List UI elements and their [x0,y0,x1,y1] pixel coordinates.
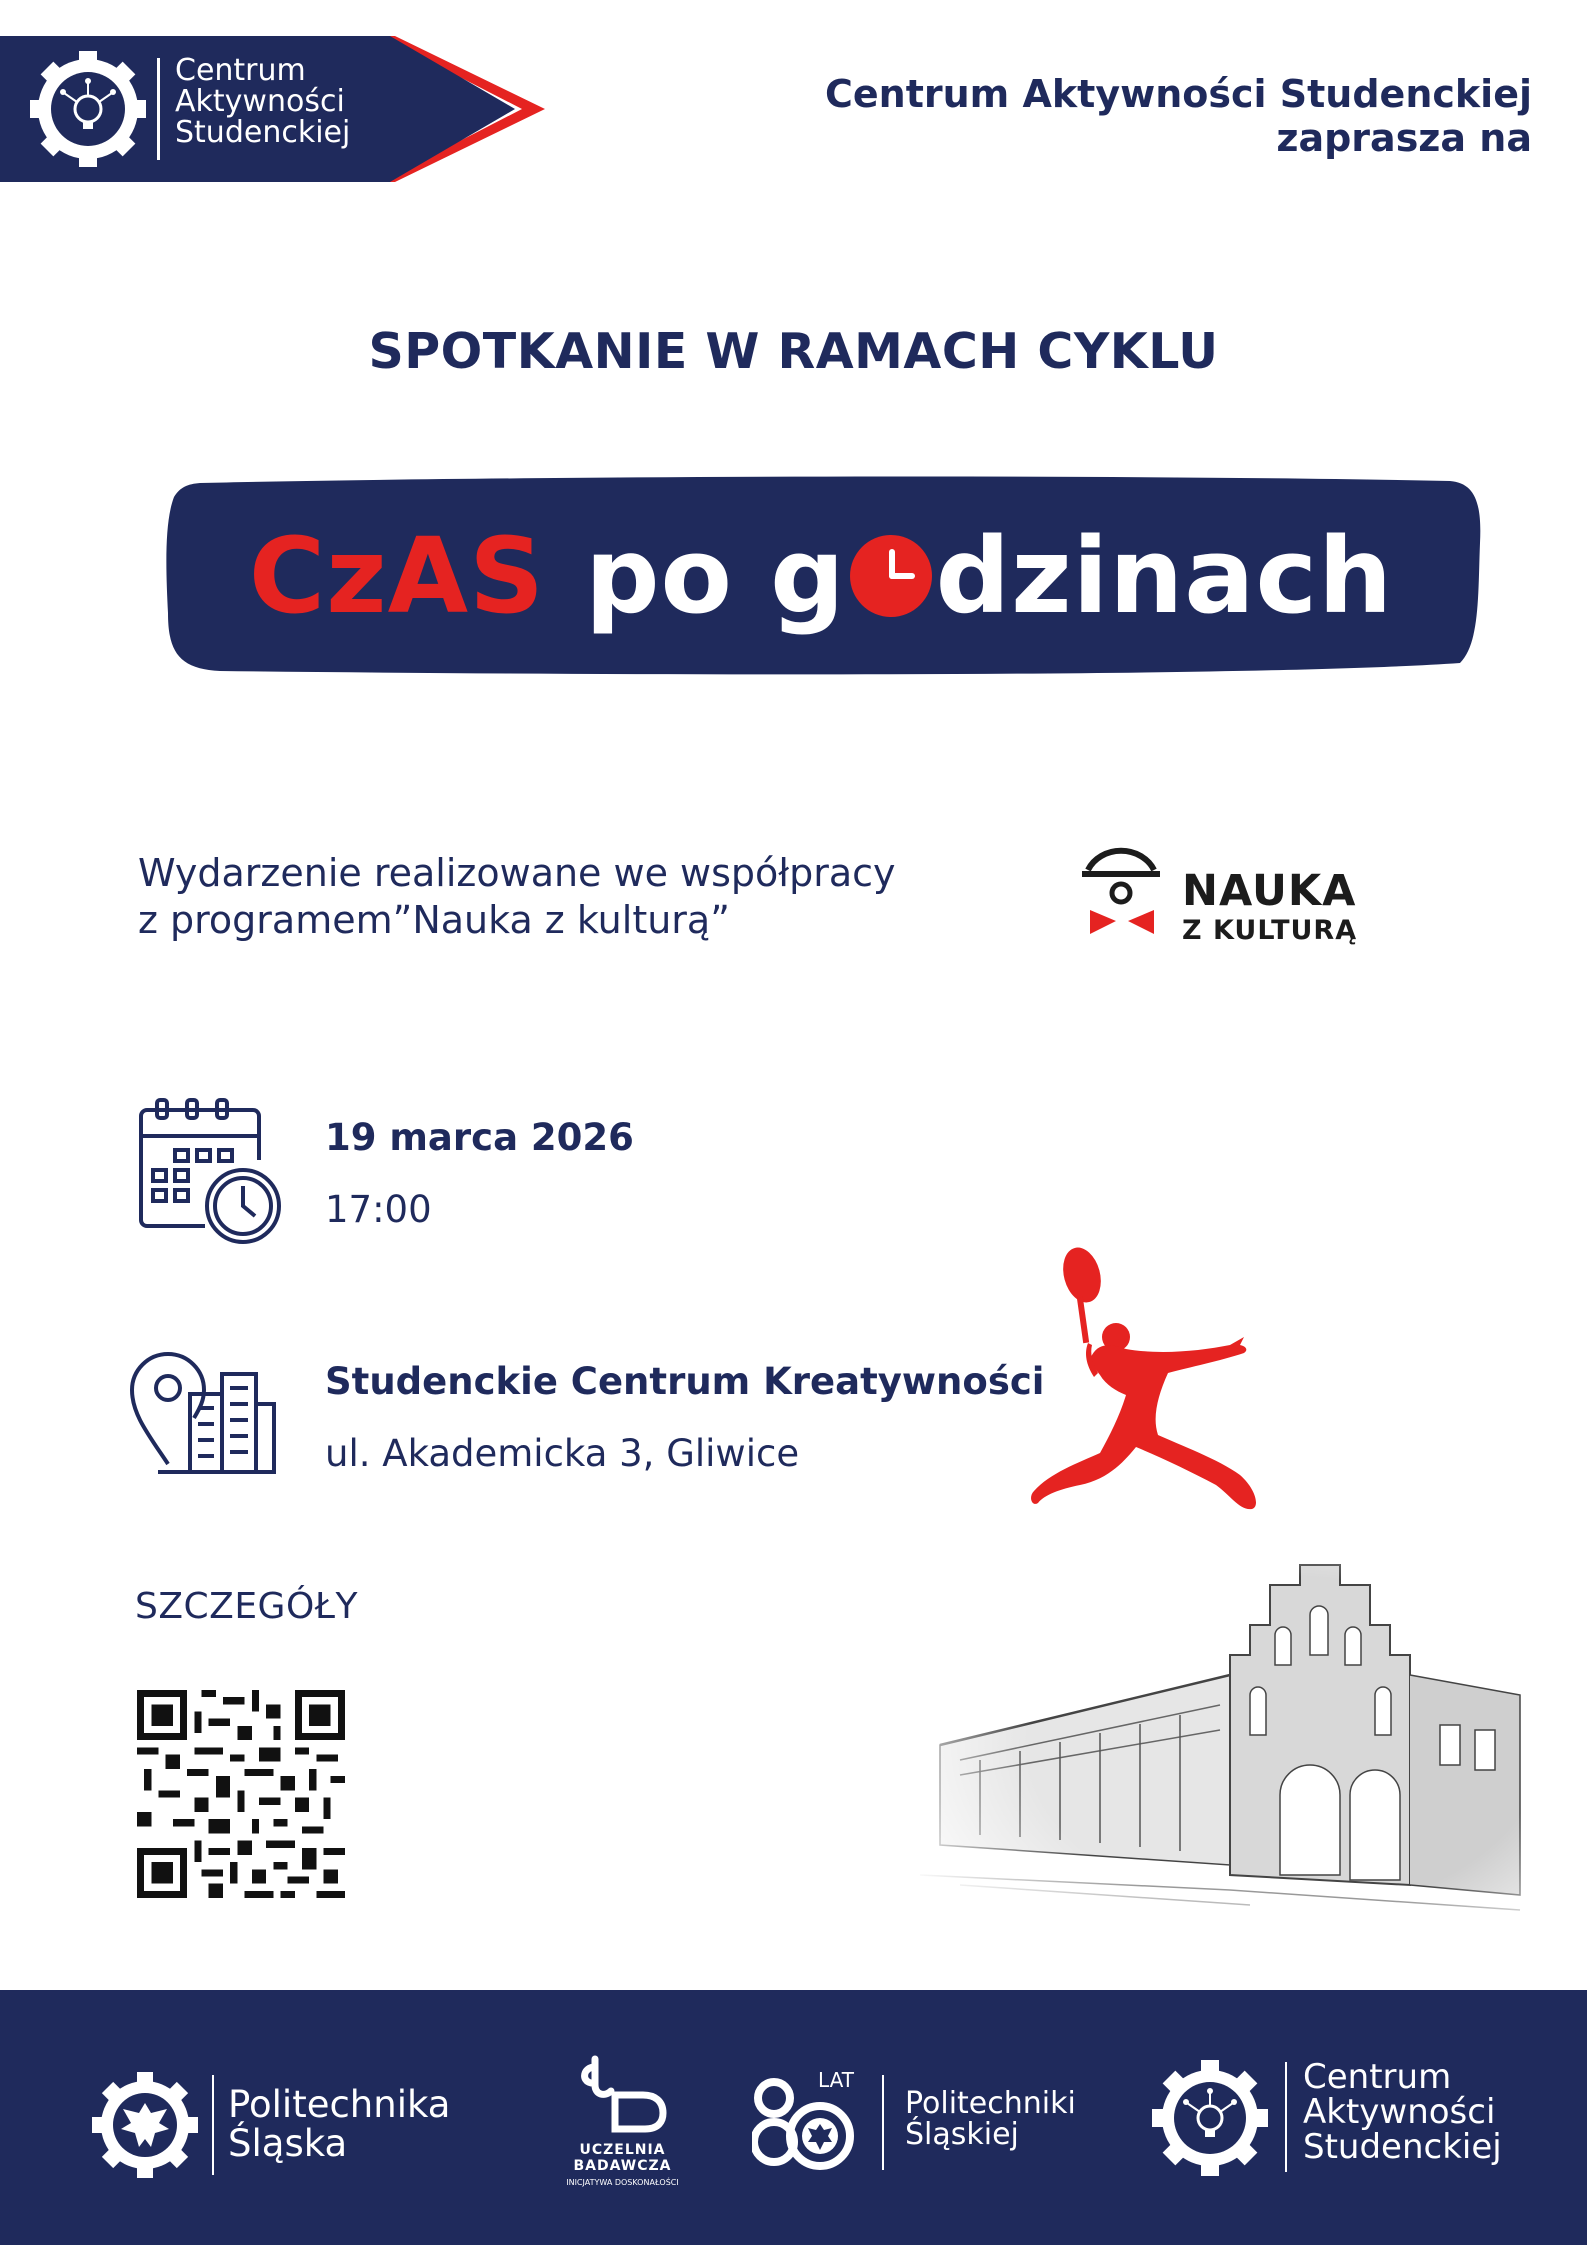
ps-line: Śląska [228,2122,348,2165]
footer-divider [212,2075,214,2175]
logo-line: Centrum [175,53,306,88]
event-date: 19 marca 2026 [325,1116,634,1159]
cas-line: Aktywności [1303,2092,1496,2132]
title-white-part-1: po g [585,514,846,637]
cas-gear-icon [1150,2058,1270,2178]
cas-line: Centrum [1303,2057,1452,2097]
cas-gear-icon [30,51,146,167]
invite-line-2: zaprasza na [1276,116,1532,160]
clock-icon [850,535,932,617]
footer-divider [1285,2062,1287,2172]
anniv-line: Politechniki [905,2086,1076,2121]
cas-footer-logo-text [1303,2057,1502,2167]
invite-line-1: Centrum Aktywności Studenckiej [824,72,1532,116]
location-building-icon [128,1344,278,1484]
ps-line: Politechnika [228,2083,451,2126]
event-place: Studenckie Centrum Kreatywności [325,1360,1045,1403]
title-red-part: CzAS [248,514,546,637]
event-time: 17:00 [325,1188,432,1231]
cooperation-text [138,850,896,944]
event-title [160,473,1482,678]
nauka-logo-line-2: Z KULTURĄ [1182,915,1358,946]
cooperation-line-2: z programem”Nauka z kulturą” [138,898,730,942]
anniversary-lat-label: LAT [818,2068,854,2092]
ub-tagline: INICJATYWA DOSKONAŁOŚCI [566,2178,679,2187]
details-label: SZCZEGÓŁY [135,1586,359,1627]
event-address: ul. Akademicka 3, Gliwice [325,1432,800,1475]
politechnika-slaska-logo-text [228,2085,450,2163]
politechnika-slaska-eagle-gear-icon [90,2070,200,2180]
building-sketch-illustration [920,1545,1530,1945]
series-subtitle: SPOTKANIE W RAMACH CYKLU [368,323,1219,380]
cooperation-line-1: Wydarzenie realizowane we współpracy [138,851,896,895]
cas-logo-text [175,55,350,148]
calendar-clock-icon [135,1098,285,1248]
cas-line: Studenckiej [1303,2127,1502,2167]
invite-heading [825,72,1532,160]
qr-code[interactable] [137,1690,345,1898]
title-white-part-2: dzinach [935,514,1394,637]
ub-line-1: UCZELNIA [579,2142,666,2158]
ub-line-2: BADAWCZA [573,2158,672,2174]
logo-line: Aktywności [175,84,345,119]
squash-player-illustration [1030,1245,1400,1545]
anniversary-text [905,2088,1076,2150]
anniv-line: Śląskiej [905,2117,1019,2152]
footer-divider [882,2075,884,2170]
logo-line: Studenckiej [175,115,351,150]
nauka-logo-line-1: NAUKA [1182,866,1357,916]
uczelnia-badawcza-text [555,2142,690,2174]
